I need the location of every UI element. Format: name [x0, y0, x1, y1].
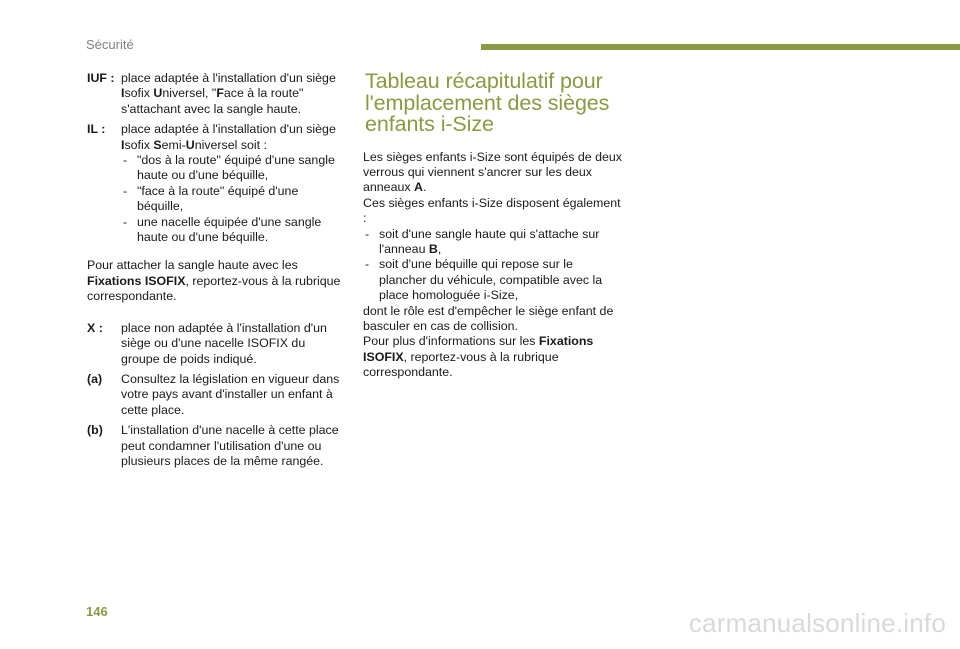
term-a: (a): [87, 371, 103, 386]
right-column: [363, 71, 623, 381]
list-item: - "face à la route" équipé d'une béquille,: [123, 183, 299, 214]
note-b: [87, 423, 345, 469]
desc-a: Consultez la législation en vigueur dans votre pays avant d'installer un enfant à cette place.: [121, 371, 340, 417]
definition-iuf: [87, 71, 345, 117]
list-item: - soit d'une sangle haute qui s'attache sur l'anneau B,: [365, 226, 600, 256]
header-accent-bar: [481, 44, 960, 50]
left-column: [87, 71, 345, 474]
watermark: carmanualsonline.info: [688, 608, 946, 638]
term-b: (b): [87, 423, 103, 438]
page-number: 146: [86, 604, 108, 619]
term-il: IL :: [87, 122, 106, 137]
more-info-paragraph: Pour plus d'informations sur les Fixations ISOFIX, reportez-vous à la rubrique correspondante.: [363, 334, 594, 380]
list-item: - "dos à la route" équipé d'une sangle haute ou d'une béquille,: [123, 153, 335, 183]
isize-equipment-intro: Ces sièges enfants i-Size disposent également :: [363, 195, 621, 226]
desc-b: L'installation d'une nacelle à cette place peut condamner l'utilisation d'une ou plusieurs places de la même rangée.: [121, 423, 339, 468]
section-title: Sécurité: [86, 37, 134, 52]
list-item: - soit d'une béquille qui repose sur le plancher du véhicule, compatible avec la place homologuée i-Size,: [365, 257, 603, 303]
attach-paragraph: Pour attacher la sangle haute avec les Fixations ISOFIX, reportez-vous à la rubrique correspondante.: [87, 258, 341, 304]
isize-paragraph: Les sièges enfants i-Size sont équipés de deux verrous qui viennent s'ancrer sur les deux anneaux A.: [363, 149, 622, 195]
definition-il: [87, 122, 345, 245]
desc-il: place adaptée à l'installation d'un siège Isofix Semi-Universel soit : - "dos à la route" équipé d'une sangle haute ou d'une béquille, - "face à la route" équipé d'une béquille, - une nacelle équipée d'une sangle haute ou d'une béquille.: [121, 122, 345, 245]
role-paragraph: dont le rôle est d'empêcher le siège enfant de basculer en cas de collision.: [363, 303, 614, 333]
desc-iuf: place adaptée à l'installation d'un siège Isofix Universel, "Face à la route" s'attachant avec la sangle haute.: [121, 71, 336, 116]
desc-x: place non adaptée à l'installation d'un siège ou d'une nacelle ISOFIX du groupe de poids indiqué.: [121, 320, 327, 366]
term-iuf: IUF :: [87, 71, 115, 85]
definition-x: [87, 321, 345, 367]
list-item: - une nacelle équipée d'une sangle haute ou d'une béquille.: [123, 214, 322, 245]
term-x: X :: [87, 320, 103, 335]
section-heading: Tableau récapitulatif pour l'emplacement des sièges enfants i-Size: [365, 69, 610, 136]
note-a: [87, 372, 345, 418]
